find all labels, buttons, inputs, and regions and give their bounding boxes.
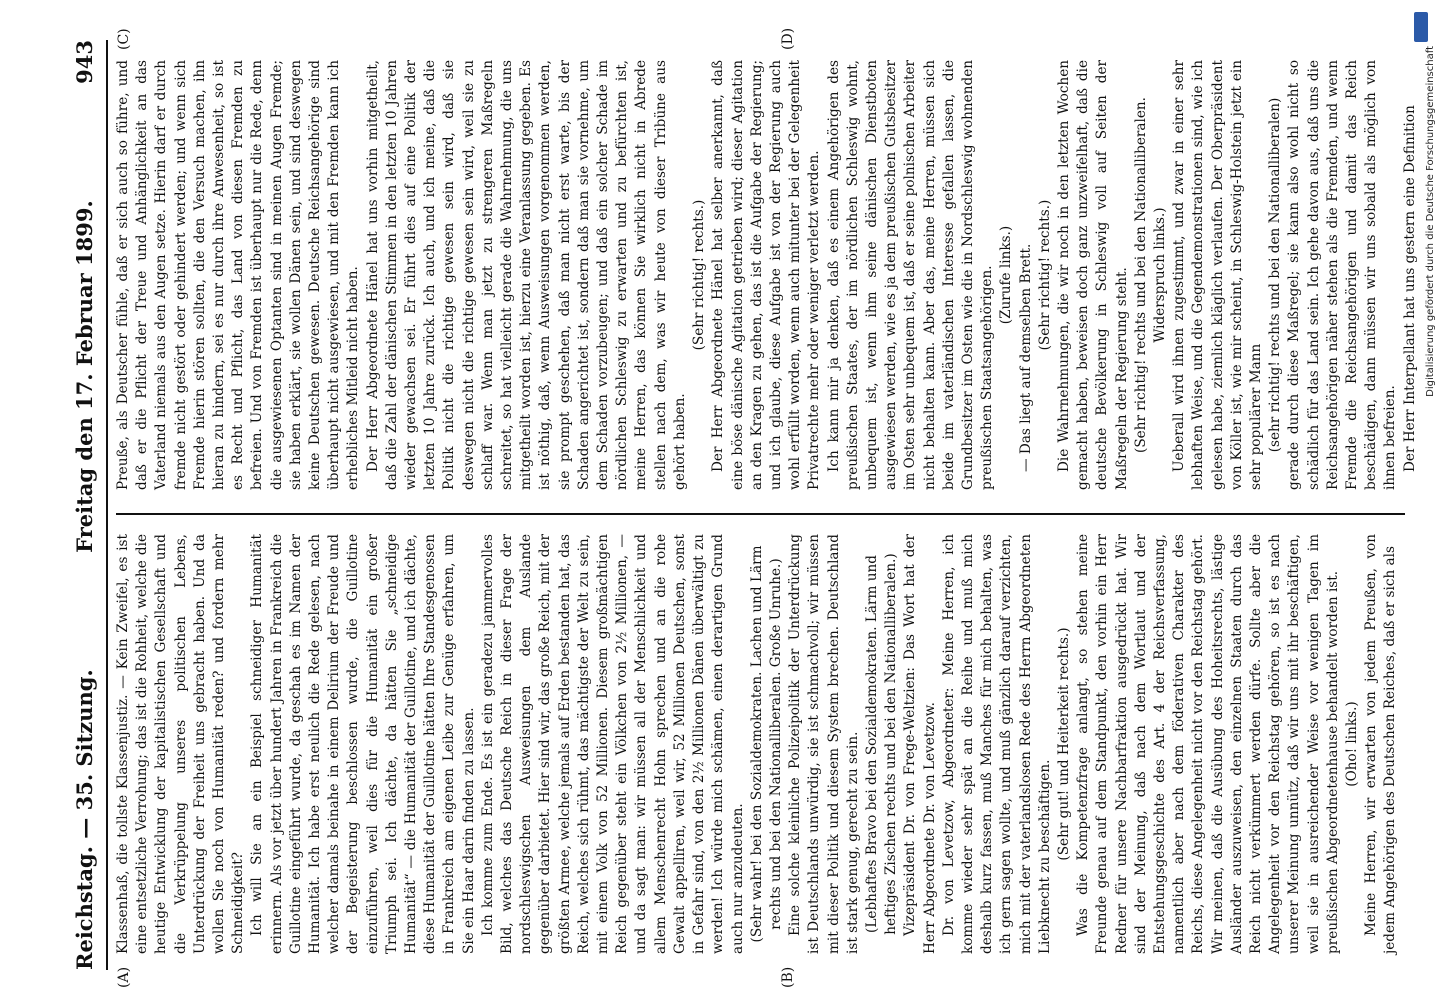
paragraph: Der Herr Interpellant hat uns gestern eine Definition — [1401, 105, 1418, 472]
paragraph: Ich kann mir ja denken, daß es einem Angehörigen des preußischen Staates, der im nördlichen Schleswig wohnt, unbequem ist, wenn ihm seine dänischen Dienstboten ausgewiesen werden, wie es ja dem preußischen Gutsbesitzer im Osten sehr unbequem ist, daß er seine polnischen Arbeiter nicht behalten kann. Aber das, meine Herren, müssen sich beide im vaterländischen Interesse gefallen lassen, die Grundbesitzer im Osten wie die in Nordschleswig wohnenden preußischen Staatsangehörigen. — [825, 60, 996, 490]
paragraph: Ueberall wird ihnen zugestimmt, und zwar in einer sehr lebhaften Weise, und die Gegendemonstrationen sind, wie ich gelesen habe, ziemlich kläglich verlaufen. Der Oberpräsident von Köller ist, wie mir scheint, in Schleswig-Holstein jetzt ein sehr populärer Mann — [1171, 60, 1264, 490]
paragraph: Klassenhaß, die tollste Klassenjustiz. — Kein Zweifel, es ist eine entsetzliche Verrohung; das ist die Rohheit, welche die heutige Entwicklung der kapitalistischen Gesellschaft und die Verkrüppelung unseres politischen Lebens, Unterdrückung der Freiheit uns gebracht haben. Und da wollen Sie noch von Humanität reden? und fordern mehr Schneidigkeit? — [115, 534, 247, 954]
paragraph: Ich komme zum Ende. Es ist ein geradezu jammervolles Bild, welches das Deutsche Reich in dieser Frage der nordschleswigschen Ausweisungen dem Auslande gegenüber darbietet. Hier sind wir, das große Reich, mit der größten Armee, welche jemals auf Erden bestanden hat, das Reich, welches sich rühmt, das mächtigste der Welt zu sein, mit einem Volk von 52 Millionen. Diesem großmächtigen Reich gegenüber steht ein Völkchen von 2½ Millionen, — und da sagt man: wir müssen all der Menschlichkeit und allem Menschenrecht Hohn sprechen und an die rohe Gewalt appelliren, weil wir, 52 Millionen Deutschen, sonst in Gefahr sind, von den 2½ Millionen Dänen überwältigt zu werden! Ich würde mich schämen, einen derartigen Grund auch nur anzudeuten. — [479, 534, 746, 954]
credit-text: Digitalisierung gefördert durch die Deutsche Forschungsgemeinschaft — [1425, 46, 1436, 397]
interjection: (Sehr richtig! rechts.) — [691, 199, 708, 351]
paragraph: Eine solche kleinliche Polizeipolitik der Unterdrückung ist Deutschlands unwürdig, sie ist schmachvoll; wir müssen mit dieser Politik und diesem System brechen. Deutschland ist stark genug, gerecht zu sein. — [787, 534, 861, 954]
paragraph: Vizepräsident Dr. von Frege-Weltzien: Das Wort hat der Herr Abgeordnete Dr. von Levetzow. — [902, 534, 938, 954]
interjection: (Zurufe links.) — [998, 225, 1015, 325]
dfg-logo-icon — [1414, 12, 1428, 42]
margin-marker-a: (A) — [116, 966, 132, 988]
rotated-sheet — [60, 20, 1418, 990]
margin-marker-d: (D) — [780, 27, 796, 50]
sheet — [60, 20, 1418, 990]
paragraph: Ich will Sie an ein Beispiel schneidiger Humanität erinnern. Als vor jetzt über hundert Jahren in Frankreich die Guillotine eingeführt wurde, da geschah es im Namen der Humanität. Ich habe erst neulich die Rede gelesen, nach welcher damals beinahe in einem Delirium der Freude und der Begeisterung beschlossen wurde, die Guillotine einzuführen, weil dies für die Humanität ein großer Triumph sei. Ich dächte, da hätten Sie „schneidige Humanität“ — die Humanität der Guillotine, und ich dächte, diese Humanität der Guillotine hätten Ihre Standesgenossen in Frankreich am eigenen Leibe zur Genüge erfahren, um Sie ein Haar darin finden zu lassen. — [249, 534, 477, 954]
paragraph: Der Herr Abgeordnete Hänel hat uns vorhin mitgetheilt, daß die Zahl der dänischen Stimmen in den letzten 10 Jahren wieder gewachsen sei. Er führt dies auf eine Politik der letzten 10 Jahre zurück. Ich auch, und ich meine, daß die Politik nicht die richtige gewesen sein wird, daß sie deswegen nicht die richtige gewesen sein wird, weil sie zu schlaff war. Wenn man jetzt zu strengeren Maßregeln schreitet, so hat vielleicht gerade die Wahrnehmung, die uns mitgetheilt worden ist, hierzu eine Veranlassung gegeben. Es ist nöthig, daß, wenn Ausweisungen vorgenommen werden, sie prompt geschehen, daß man nicht erst warte, bis der Schaden angerichtet ist, sondern daß man sie vornehme, um dem Schaden vorzubeugen; und daß ein solcher Schade im nördlichen Schleswig zu erwarten und zu befürchten ist, meine Herren, das können Sie wirklich nicht in Abrede stellen nach dem, was wir heute von dieser Tribüne aus gehört haben. — [364, 60, 688, 490]
paragraph: Die Wahrnehmungen, die wir noch in den letzten Wochen gemacht haben, beweisen doch ganz unzweifelhaft, daß die deutsche Bevölkerung in Schleswig voll auf Seiten der Maßregeln der Regierung steht. — [1055, 60, 1130, 490]
margin-marker-b: (B) — [780, 966, 796, 988]
page-number: 943 — [71, 40, 97, 84]
header-rule — [106, 40, 108, 970]
margin-marker-c: (C) — [116, 28, 132, 50]
paragraph: Preuße, als Deutscher fühle, daß er sich auch so führe, und daß er die Pflicht der Treue und Anhänglichkeit an das Vaterland niemals aus den Augen setze. Hierin darf er durch fremde nicht gestört oder gehindert werden; und wenn sich Fremde hierin stören sollten, die den Versuch machen, ihn hieran zu hindern, sei es nur durch ihre Anwesenheit, so ist es Recht und Pflicht, das Land von diesen Fremden zu befreien. Und von Fremden ist überhaupt nur die Rede, denn die ausgewiesenen Optanten sind in meinen Augen Fremde; sie haben erklärt, sie wollen Dänen sein, und sind deswegen keine Deutschen gewesen. Deutsche Reichsangehörige sind überhaupt nicht ausgewiesen, und mit den Fremden kann ich erhebliches Mitleid nicht haben. — [115, 60, 362, 490]
interjection: (Oho! links.) — [1344, 701, 1360, 787]
right-column — [114, 60, 1418, 490]
interjection: (Sehr wahr! bei den Sozialdemokraten. Lachen und Lärm rechts und bei den Nationalliberalen. Große Unruhe.) — [748, 545, 784, 943]
interjection: (Sehr gut! und Heiterkeit rechts.) — [1055, 627, 1072, 861]
paragraph: Der Herr Abgeordnete Hänel hat selber anerkannt, daß eine böse dänische Agitation getrieben wird; dieser Agitation an den Kragen zu gehen, das ist die Aufgabe der Regierung; und ich glaube, diese Aufgabe ist von der Regierung auch wohl erfüllt worden, wenn auch mitunter bei der Gelegenheit Privatrechte mehr oder weniger verletzt werden. — [710, 60, 823, 490]
column-rule — [116, 513, 1405, 515]
paragraph: gerade durch diese Maßregel; sie kann also wohl nicht so schädlich für das Land sein. Ich gehe davon aus, daß uns die Reichsangehörigen näher stehen als die Fremden, und wenn Fremde die Reichsangehörigen und damit das Reich beschädigen, dann müssen wir uns sobald als möglich von ihnen befreien. — [1286, 60, 1399, 490]
paragraph: Dr. von Levetzow, Abgeordneter: Meine Herren, ich komme wieder sehr spät an die Reihe und muß mich deshalb kurz fassen, muß Manches für mich behalten, was ich gern sagen wollte, und muß gänzlich darauf verzichten, mich mit der vaterlandslosen Rede des Herrn Abgeordneten Liebknecht zu beschäftigen. — [940, 534, 1053, 954]
interjection: (Sehr richtig! rechts und bei den Nationalliberalen. Widerspruch links.) — [1132, 97, 1168, 453]
left-column — [114, 534, 1409, 954]
header-left: Reichstag. — 35. Sitzung. — [71, 669, 97, 970]
interjection: (Sehr richtig! rechts.) — [1036, 199, 1053, 351]
interjection: (Lebhaftes Bravo bei den Sozialdemokraten. Lärm und heftiges Zischen rechts und bei den Nationalliberalen.) — [863, 553, 900, 935]
interjection: (sehr richtig! rechts und bei den Nationalliberalen) — [1267, 97, 1284, 453]
page-header — [64, 40, 104, 970]
paragraph: Meine Herren, wir erwarten von jedem Preußen, von jedem Angehörigen des Deutschen Reiches, daß er sich als — [1363, 534, 1399, 954]
scanned-page — [60, 20, 1418, 990]
dfg-credit-strip — [1410, 6, 1436, 996]
paragraph: Was die Kompetenzfrage anlangt, so stehen meine Freunde genau auf dem Standpunkt, den vorhin ein Herr Redner für unsere Nachbarfraktion ausgedrückt hat. Wir sind der Meinung, daß nach dem Wortlaut und der Entstehungsgeschichte des Art. 4 der Reichsverfassung, namentlich aber nach dem föderativen Charakter des Reichs, diese Angelegenheit nicht vor den Reichstag gehört. Wir meinen, daß die Ausübung des Hoheitsrechts, lästige Ausländer auszuweisen, den einzelnen Staaten durch das Reich nicht verkümmert werden dürfe. Sollte aber die Angelegenheit vor den Reichstag gehören, so ist es nach unserer Meinung unnütz, daß wir uns mit ihr beschäftigen, weil sie in ausreichender Weise vor wenigen Tagen im preußischen Abgeordnetenhause behandelt worden ist. — [1075, 534, 1341, 954]
paragraph: — Das liegt auf demselben Brett. — [1017, 243, 1034, 472]
header-date: Freitag den 17. Februar 1899. — [71, 200, 97, 553]
